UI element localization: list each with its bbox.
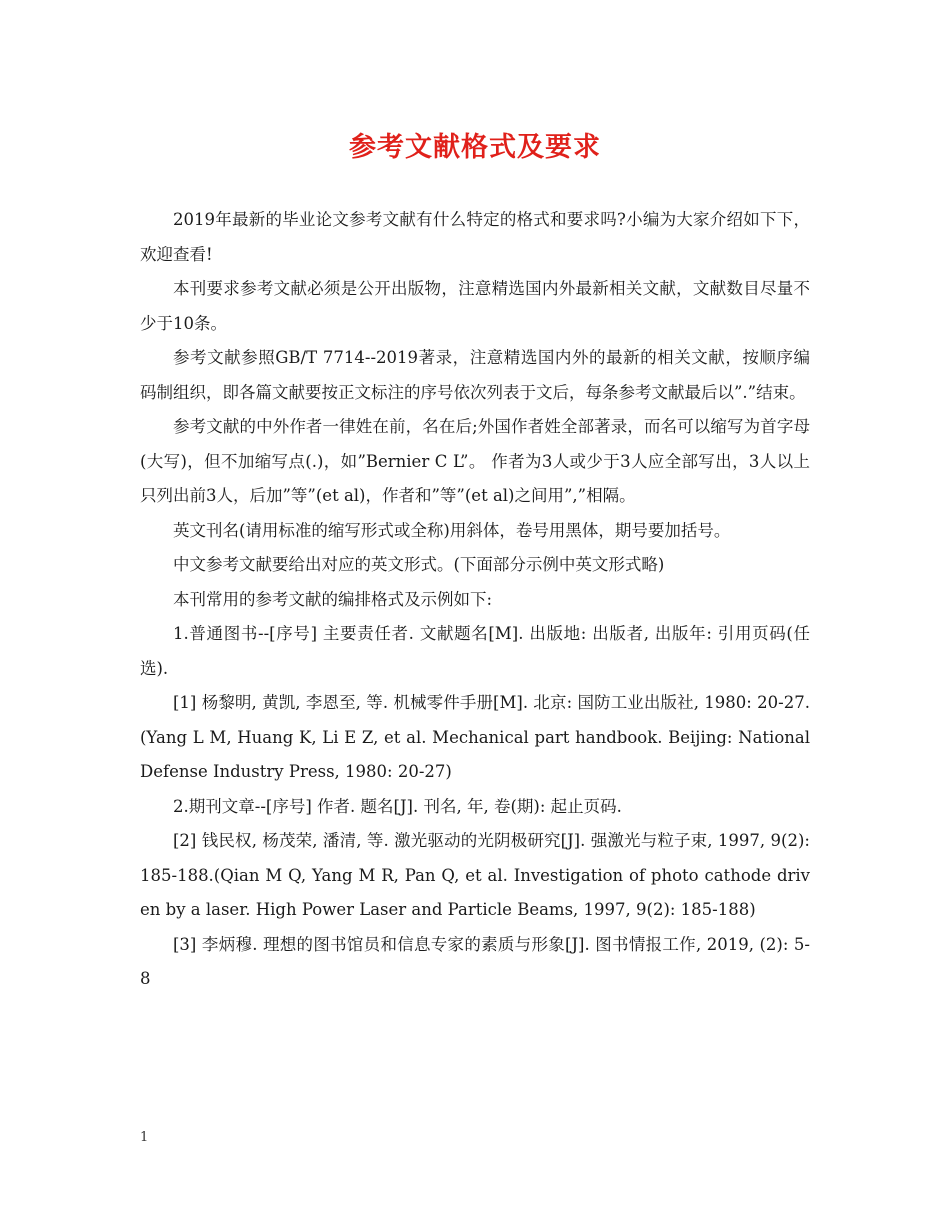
english-form-paragraph: 中文参考文献要给出对应的英文形式。(下面部分示例中英文形式略)	[173, 555, 665, 574]
reference-example-1: [1] 杨黎明, 黄凯, 李恩至, 等. 机械零件手册[M]. 北京: 国防工业出版社, 1980: 20-27. (Yang L M, Huang K, Li E Z, et al. Mechanical part handbook. Beijing: National Defense Industry Press, 1980: 20-27)	[140, 693, 810, 781]
journal-format-paragraph: 2.期刊文章--[序号] 作者. 题名[J]. 刊名, 年, 卷(期): 起止页码.	[173, 796, 622, 816]
page-number: 1	[140, 1130, 149, 1145]
format-intro-paragraph: 本刊常用的参考文献的编排格式及示例如下:	[173, 589, 493, 609]
journal-title-paragraph: 英文刊名(请用标准的缩写形式或全称)用斜体，卷号用黑体，期号要加括号。	[173, 520, 731, 540]
book-format-paragraph: 1.普通图书--[序号] 主要责任者. 文献题名[M]. 出版地: 出版者, 出版年: 引用页码(任选).	[140, 624, 810, 678]
intro-paragraph: 2019年最新的毕业论文参考文献有什么特定的格式和要求吗?小编为大家介绍如下下，欢迎查看!	[140, 210, 810, 264]
reference-example-2: [2] 钱民权, 杨茂荣, 潘清, 等. 激光驱动的光阴极研究[J]. 强激光与粒子束, 1997, 9(2): 185-188.(Qian M Q, Yang M R, Pan Q, et al. Investigation of photo cathode driven by a laser. High Power Laser and Particle Beams, 1997, 9(2): 185-188)	[140, 831, 810, 919]
author-rule-paragraph: 参考文献的中外作者一律姓在前，名在后;外国作者姓全部著录，而名可以缩写为首字母(大写)，但不加缩写点(.)，如”Bernier C L”。 作者为3人或少于3人应全部写出，3人以上只列出前3人，后加”等”(et al)，作者和”等”(et al)之间用”,”相隔。	[140, 417, 810, 505]
standard-paragraph: 参考文献参照GB/T 7714--2019著录，注意精选国内外的最新的相关文献，按顺序编码制组织，即各篇文献要按正文标注的序号依次列表于文后，每条参考文献最后以”.”结束。	[140, 348, 810, 402]
document-body	[140, 203, 810, 997]
document-title: 参考文献格式及要求	[349, 132, 601, 163]
requirement-paragraph: 本刊要求参考文献必须是公开出版物，注意精选国内外最新相关文献，文献数目尽量不少于10条。	[140, 279, 810, 333]
reference-example-3: [3] 李炳穆. 理想的图书馆员和信息专家的素质与形象[J]. 图书情报工作, 2019, (2): 5-8	[140, 934, 810, 988]
